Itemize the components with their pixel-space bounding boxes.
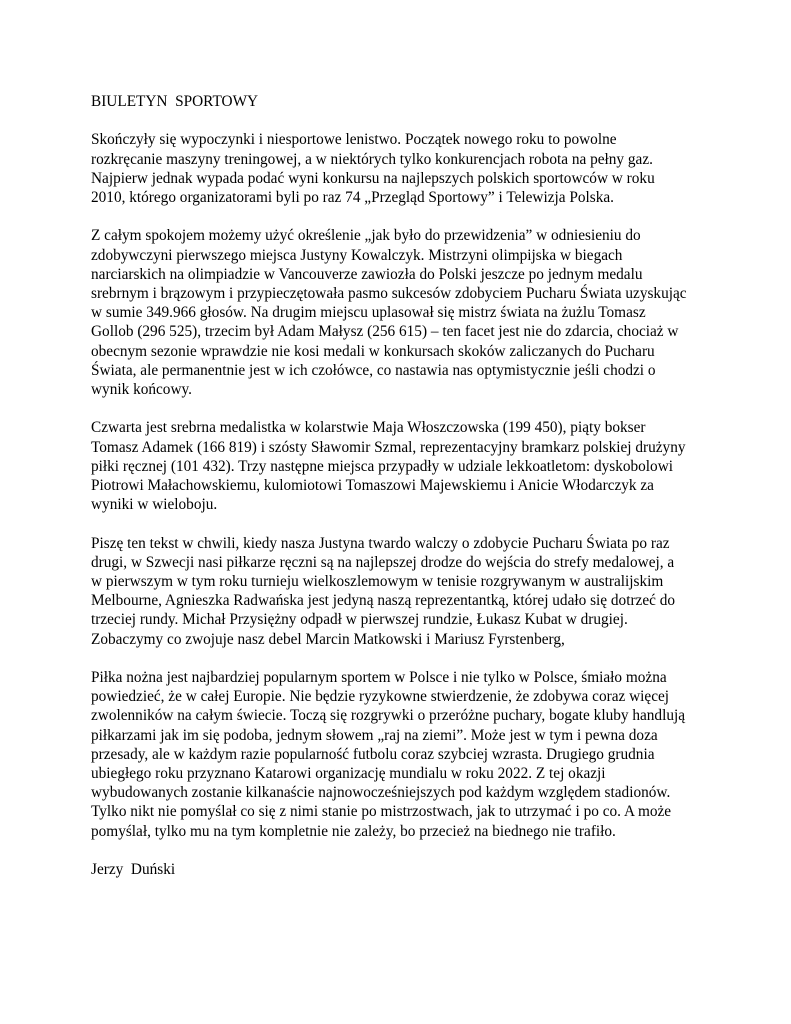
paragraph-line: Skończyły się wypoczynki i niesportowe lenistwo. Początek nowego roku to powolne	[91, 131, 617, 149]
paragraph-line: narciarskich na olimpiadzie w Vancouverze zawiozła do Polski jeszcze po jednym medalu	[91, 265, 643, 283]
paragraph-line: w sumie 349.966 głosów. Na drugim miejscu uplasował się mistrz świata na żużlu Tomasz	[91, 304, 646, 322]
paragraph-line: Tylko nikt nie pomyślał co się z nimi stanie po mistrzostwach, jak to utrzymać i po co. A może	[91, 803, 672, 821]
paragraph-line: zwolenników na całym świecie. Toczą się rozgrywki o przeróżne puchary, bogate kluby handlują	[91, 707, 686, 725]
paragraph-line: drugi, w Szwecji nasi piłkarze ręczni są na najlepszej drodze do wejścia do strefy medalowej, a	[91, 553, 675, 571]
paragraph-line: trzeciej rundy. Michał Przysiężny odpadł w pierwszej rundzie, Łukasz Kubat w drugiej.	[91, 611, 628, 629]
paragraph-line: rozkręcanie maszyny treningowej, a w niektórych tylko konkurencjach robota na pełny gaz.	[91, 150, 653, 168]
paragraph	[91, 226, 711, 399]
paragraph-line: Melbourne, Agnieszka Radwańska jest jedyną naszą reprezentantką, której udało się dotrzeć do	[91, 592, 676, 610]
paragraph-line: srebrnym i brązowym i przypieczętowała pasmo sukcesów zdobyciem Pucharu Świata uzyskując	[91, 285, 687, 302]
paragraph-line: Gollob (296 525), trzecim był Adam Małysz (256 615) – ten facet jest nie do zdarcia, chociaż w	[91, 323, 679, 341]
paragraph-line: zdobywczyni pierwszego miejsca Justyny Kowalczyk. Mistrzyni olimpijska w biegach	[91, 246, 623, 264]
document-body	[91, 92, 711, 879]
paragraph-line: wybudowanych zostanie kilkanaście najnowocześniejszych pod każdym względem stadionów.	[91, 784, 671, 802]
paragraph-line: obecnym sezonie wprawdzie nie kosi medali w konkursach skoków zaliczanych do Pucharu	[91, 342, 655, 360]
paragraph-line: Czwarta jest srebrna medalistka w kolarstwie Maja Włoszczowska (199 450), piąty bokser	[91, 419, 646, 437]
paragraph-line: przesady, ale w każdym razie popularność futbolu coraz szybciej wzrasta. Drugiego grudnia	[91, 745, 655, 763]
paragraph	[91, 534, 711, 649]
paragraph-line: 2010, którego organizatorami byli po raz 74 „Przegląd Sportowy” i Telewizja Polska.	[91, 189, 614, 206]
paragraph-line: Z całym spokojem możemy użyć określenie „jak było do przewidzenia” w odniesieniu do	[91, 227, 641, 245]
document-title: BIULETYN SPORTOWY	[91, 93, 259, 110]
paragraph	[91, 418, 711, 514]
paragraph-line: Zobaczymy co zwojuje nasz debel Marcin Matkowski i Mariusz Fyrstenberg,	[91, 630, 565, 648]
paragraph-line: pomyślał, tylko mu na tym kompletnie nie zależy, bo przecież na biednego nie trafiło.	[91, 822, 616, 840]
paragraph-line: ubiegłego roku przyznano Katarowi organizację mundialu w roku 2022. Z tej okazji	[91, 765, 606, 783]
paragraph-line: wynik końcowy.	[91, 381, 192, 399]
paragraph-line: Tomasz Adamek (166 819) i szósty Sławomir Szmal, reprezentacyjny bramkarz polskiej drużyny	[91, 438, 686, 456]
paragraph-line: Najpierw jednak wypada podać wyni konkursu na najlepszych polskich sportowców w roku	[91, 169, 655, 187]
paragraph-line: powiedzieć, że w całej Europie. Nie będzie ryzykowne stwierdzenie, że zdobywa coraz więcej	[91, 688, 670, 706]
paragraph-line: piłki ręcznej (101 432). Trzy następne miejsca przypadły w udziale lekkoatletom: dyskobolowi	[91, 457, 673, 475]
paragraph-line: Piszę ten tekst w chwili, kiedy nasza Justyna twardo walczy o zdobycie Pucharu Świata po raz	[91, 534, 670, 552]
paragraph-line: Świata, ale permanentnie jest w ich czołówce, co nastawia nas optymistycznie jeśli chodzi o	[91, 361, 656, 379]
paragraph-line: Piłka nożna jest najbardziej popularnym sportem w Polsce i nie tylko w Polsce, śmiało można	[91, 669, 667, 687]
paragraph-line: piłkarzami jak im się podoba, jednym słowem „raj na ziemi”. Może jest w tym i pewna doza	[91, 726, 658, 744]
author-signature: Jerzy Duński	[91, 861, 176, 879]
paragraph-line: w pierwszym w tym roku turnieju wielkoszlemowym w tenisie rozgrywanym w australijskim	[91, 573, 664, 591]
article-paragraphs	[91, 130, 711, 840]
paragraph-line: Piotrowi Małachowskiemu, kulomiotowi Tomaszowi Majewskiemu i Anicie Włodarczyk za	[91, 477, 654, 495]
paragraph	[91, 130, 711, 207]
paragraph-line: wyniki w wieloboju.	[91, 496, 218, 514]
paragraph	[91, 668, 711, 841]
